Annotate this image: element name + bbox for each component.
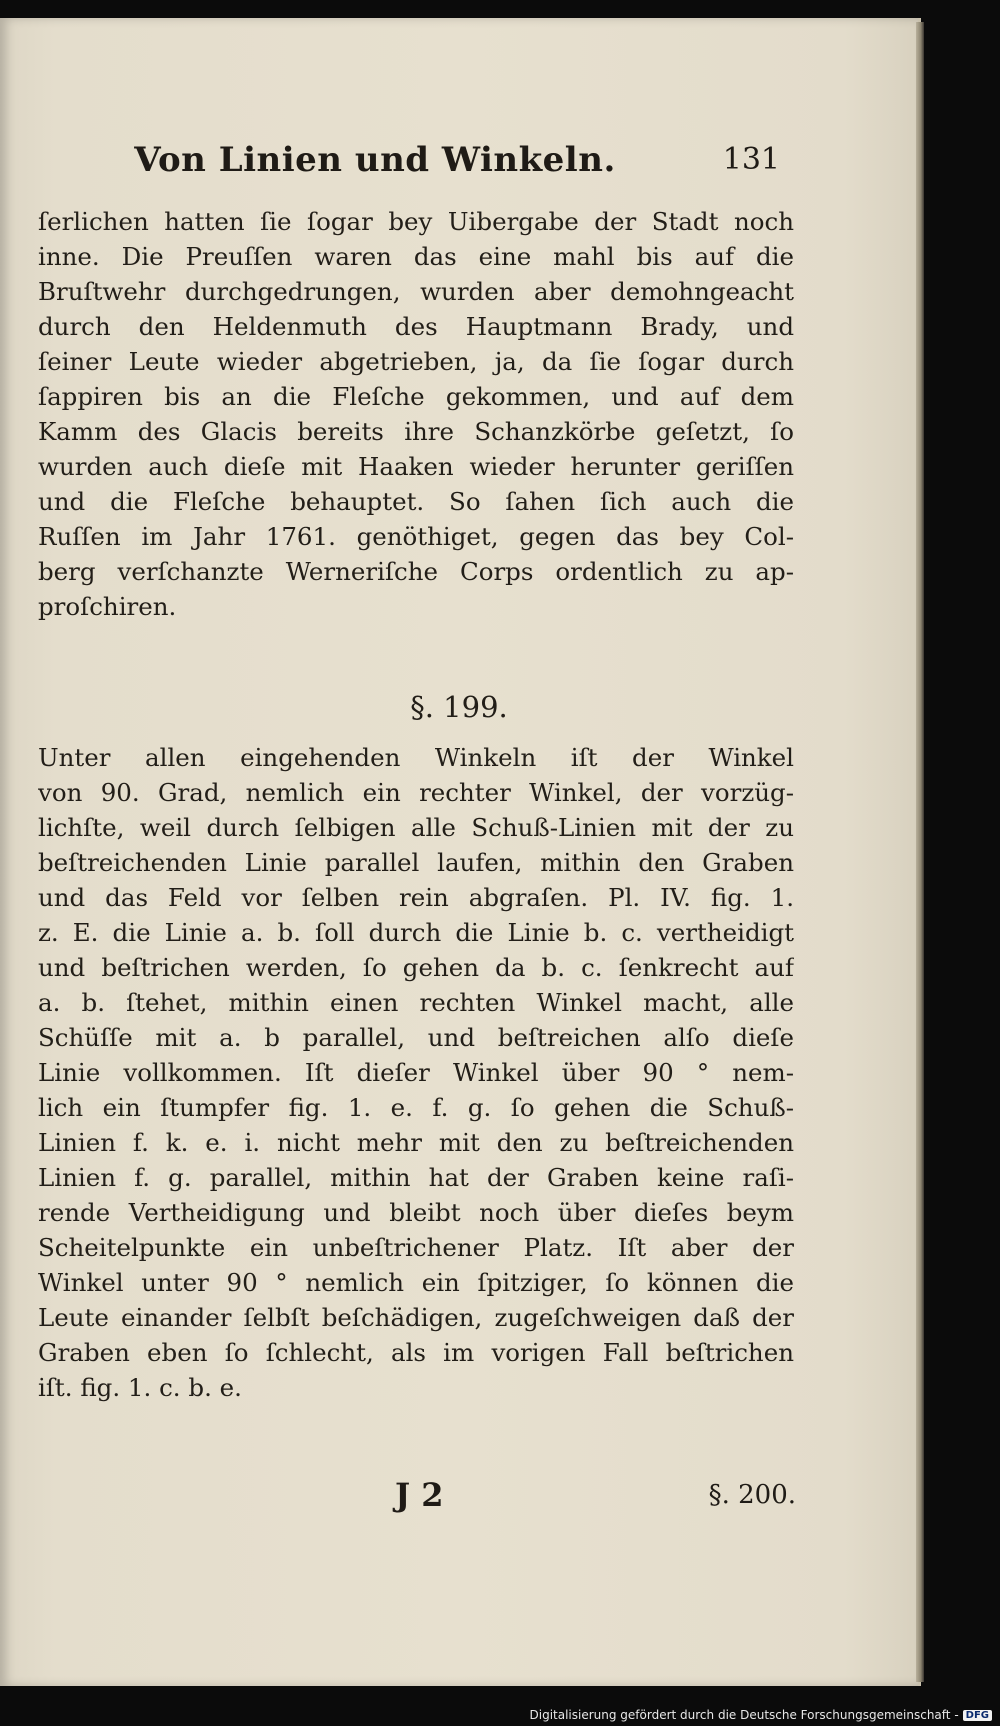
text-line: lichſte, weil durch ſelbigen alle Schuß-Linien mit der zu [38, 813, 794, 842]
text-line: ſeiner Leute wieder abgetrieben, ja, da ſie ſogar durch [38, 347, 794, 376]
text-line: ſappiren bis an die Fleſche gekommen, und auf dem [38, 382, 794, 411]
text-line: Ruſſen im Jahr 1761. genöthiget, gegen das bey Col- [38, 522, 794, 551]
text-line: berg verſchanzte Werneriſche Corps ordentlich zu ap- [38, 557, 794, 586]
catchword: §. 200. [708, 1480, 796, 1510]
text-line: wurden auch dieſe mit Haaken wieder herunter geriſſen [38, 452, 794, 481]
digitization-credit-text: Digitalisierung gefördert durch die Deutsche Forschungsgemeinschaft - [529, 1708, 959, 1722]
text-line: Leute einander ſelbſt beſchädigen, zugeſchweigen daß der [38, 1303, 794, 1332]
text-line: beſtreichenden Linie parallel laufen, mithin den Graben [38, 848, 794, 877]
dfg-logo: DFG [963, 1710, 992, 1721]
text-line: ſerlichen hatten ſie ſogar bey Uibergabe der Stadt noch [38, 207, 794, 236]
text-line: von 90. Grad, nemlich ein rechter Winkel, der vorzüg- [38, 778, 794, 807]
text-line: Winkel unter 90 ° nemlich ein ſpitziger, ſo können die [38, 1268, 794, 1297]
text-line: Schüſſe mit a. b parallel, und beſtreichen alſo dieſe [38, 1023, 794, 1052]
page-footer [0, 1476, 918, 1516]
text-line: lich ein ſtumpfer fig. 1. e. f. g. ſo gehen die Schuß- [38, 1093, 794, 1122]
signature-mark: J 2 [395, 1476, 444, 1514]
text-line: durch den Heldenmuth des Hauptmann Brady, und [38, 312, 794, 341]
running-title: Von Linien und Winkeln. [134, 140, 616, 180]
text-line: Graben eben ſo ſchlecht, als im vorigen Fall beſtrichen [38, 1338, 794, 1367]
text-line: und das Feld vor ſelben rein abgraſen. Pl. IV. fig. 1. [38, 883, 794, 912]
text-line: Linien f. g. parallel, mithin hat der Graben keine raſi- [38, 1163, 794, 1192]
text-line: rende Vertheidigung und bleibt noch über dieſes beym [38, 1198, 794, 1227]
page-header [60, 140, 780, 190]
text-line: und die Fleſche behauptet. So ſahen ſich auch die [38, 487, 794, 516]
text-line: iſt. fig. 1. c. b. e. [38, 1373, 242, 1402]
text-line: a. b. ſtehet, mithin einen rechten Winkel macht, alle [38, 988, 794, 1017]
text-line: proſchiren. [38, 592, 177, 621]
text-line: z. E. die Linie a. b. ſoll durch die Linie b. c. vertheidigt [38, 918, 794, 947]
paragraph-continuation [38, 204, 794, 624]
page-edge [916, 22, 924, 1682]
text-line: inne. Die Preuſſen waren das eine mahl bis auf die [38, 242, 794, 271]
text-line: Linien f. k. e. i. nicht mehr mit den zu beſtreichenden [38, 1128, 794, 1157]
section-heading: §. 199. [410, 690, 508, 724]
text-line: Kamm des Glacis bereits ihre Schanzkörbe geſetzt, ſo [38, 417, 794, 446]
text-line: Unter allen eingehenden Winkeln iſt der Winkel [38, 743, 794, 772]
text-line: Scheitelpunkte ein unbeſtrichener Platz. Iſt aber der [38, 1233, 794, 1262]
digitization-credit [530, 1708, 993, 1722]
text-line: Linie vollkommen. Iſt dieſer Winkel über 90 ° nem- [38, 1058, 794, 1087]
text-line: und beſtrichen werden, ſo gehen da b. c. ſenkrecht auf [38, 953, 794, 982]
text-line: Bruſtwehr durchgedrungen, wurden aber demohngeacht [38, 277, 794, 306]
paragraph-section-199 [38, 740, 794, 1405]
page-number: 131 [722, 142, 780, 177]
